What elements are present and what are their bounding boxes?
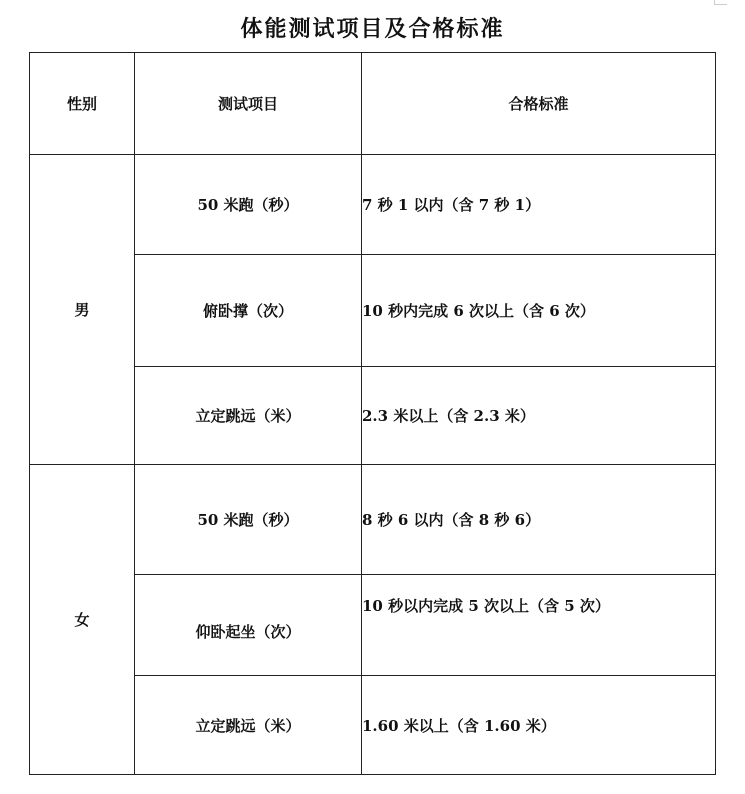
- test-item-cell: 50 米跑（秒）: [135, 465, 362, 575]
- gender-cell-male: 男: [30, 155, 135, 465]
- standard-cell: 10 秒以内完成 5 次以上（含 5 次）: [362, 575, 716, 676]
- test-item-cell: [135, 575, 362, 676]
- header-gender: 性别: [30, 53, 135, 155]
- standard-cell: 2.3 米以上（含 2.3 米）: [362, 367, 716, 465]
- corner-mark: [714, 0, 727, 5]
- standard-cell: 1.60 米以上（含 1.60 米）: [362, 676, 716, 775]
- test-item-label: 仰卧起坐（次）: [195, 622, 301, 641]
- table-row: [30, 155, 716, 255]
- test-item-cell: 50 米跑（秒）: [135, 155, 362, 255]
- standard-cell: 7 秒 1 以内（含 7 秒 1）: [362, 155, 716, 255]
- standards-table: [29, 52, 716, 775]
- page-title: 体能测试项目及合格标准: [240, 16, 505, 42]
- test-item-cell: 立定跳远（米）: [135, 367, 362, 465]
- header-test-item: 测试项目: [135, 53, 362, 155]
- header-standard: 合格标准: [362, 53, 716, 155]
- gender-cell-female: 女: [30, 465, 135, 775]
- table-row: [30, 465, 716, 575]
- test-item-cell: 立定跳远（米）: [135, 676, 362, 775]
- header-row: [30, 53, 716, 155]
- standard-cell: 8 秒 6 以内（含 8 秒 6）: [362, 465, 716, 575]
- test-item-cell: 俯卧撑（次）: [135, 255, 362, 367]
- standard-cell: 10 秒内完成 6 次以上（含 6 次）: [362, 255, 716, 367]
